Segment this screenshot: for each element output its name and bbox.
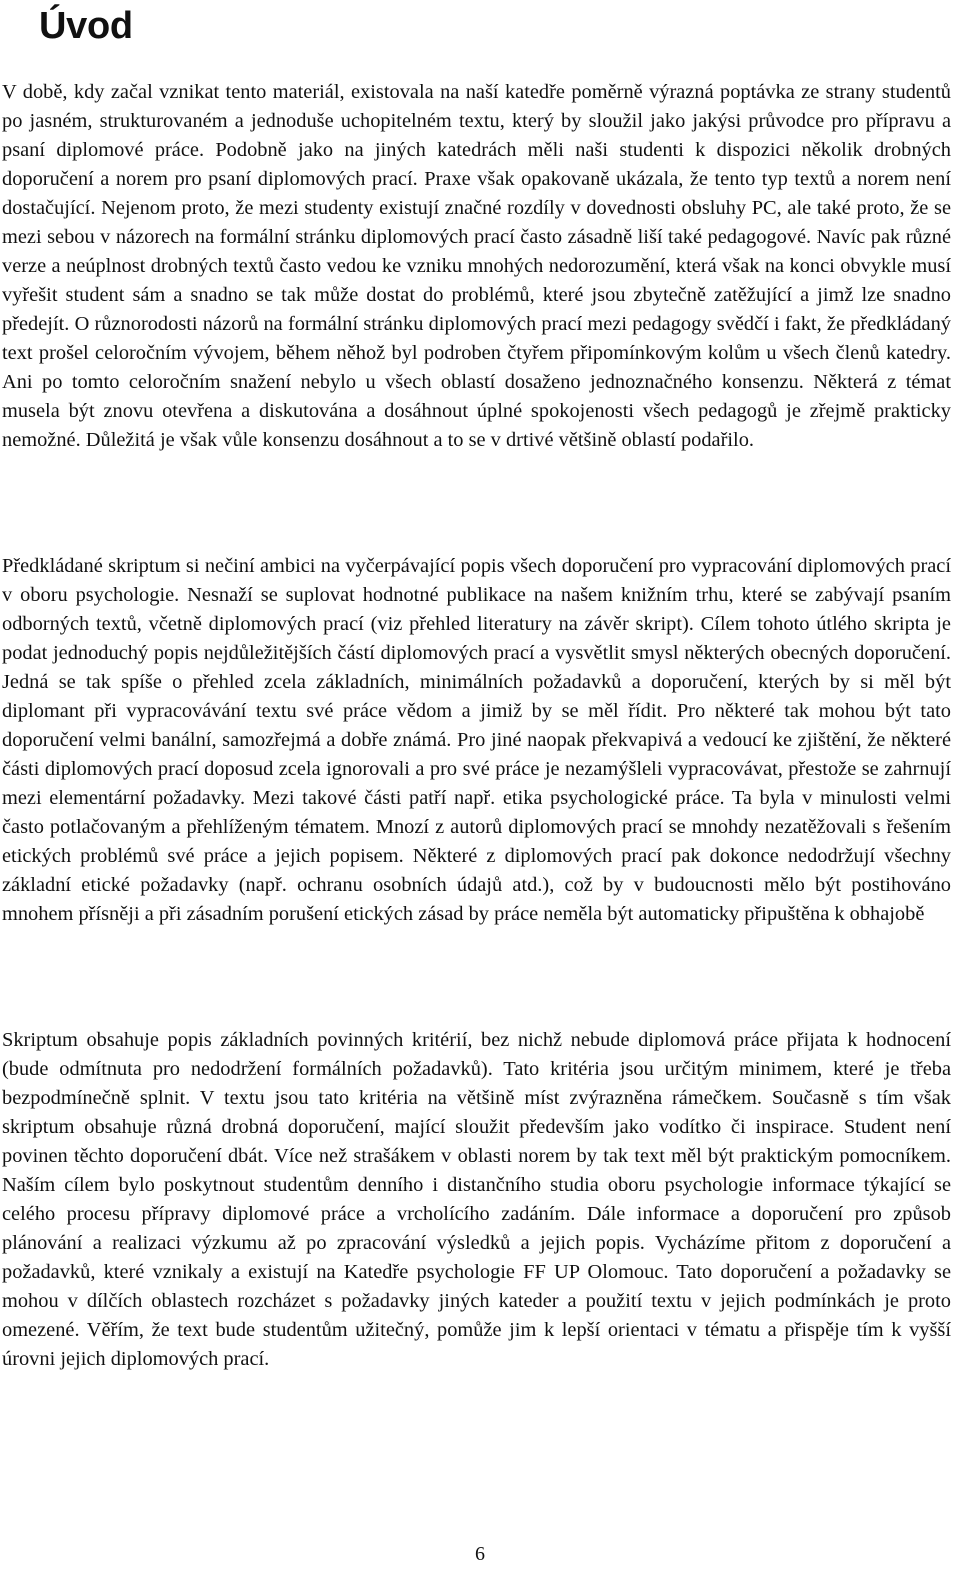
page-number: 6 bbox=[475, 1543, 485, 1565]
paragraph: Skriptum obsahuje popis základních povinných kritérií, bez nichž nebude diplomová práce přijata k hodnocení (bude odmítnuta pro nedodržení formálních požadavků). Tato kritéria jsou určitým minimem, které je třeba bezpodmínečně splnit. V textu jsou tato kritéria na většině míst zvýrazněna rámečkem. Současně s tím však skriptum obsahuje různá drobná doporučení, mající sloužit především jako vodítko či inspirace. Student není povinen těchto doporučení dbát. Více než strašákem v oblasti norem by tak text měl být praktickým pomocníkem. Naším cílem bylo poskytnout studentům denního i distančního studia oboru psychologie informace týkající se celého procesu přípravy diplomové práce a vrcholícího zadáním. Dále informace a doporučení pro způsob plánování a realizaci výzkumu až po zpracování výsledků a jejich popis. Vycházíme přitom z doporučení a požadavků, které vznikaly a existují na Katedře psychologie FF UP Olomouc. Tato doporučení a požadavky se mohou v dílčích oblastech rozcházet s požadavky jiných kateder a použití textu v jejich podmínkách je proto omezené. Věřím, že text bude studentům užitečný, pomůže jim k lepší orientaci v tématu a přispěje tím k vyšší úrovni jejich diplomových prací. bbox=[2, 1029, 951, 1370]
section-heading: Úvod bbox=[39, 5, 133, 47]
paragraph: Předkládané skriptum si nečiní ambici na vyčerpávající popis všech doporučení pro vypracování diplomových prací v oboru psychologie. Nesnaží se suplovat hodnotné publikace na našem knižním trhu, které se zabývají psaním odborných textů, včetně diplomových prací (viz přehled literatury na závěr skript). Cílem tohoto útlého skripta je podat jednoduchý popis nejdůležitějších částí diplomových prací a vysvětlit smysl některých obecných doporučení. Jedná se tak spíše o přehled zcela základních, minimálních požadavků a doporučení, kterých by si měl být diplomant při vypracovávání textu své práce vědom a jimiž by se měl řídit. Pro některé tak mohou být tato doporučení velmi banální, samozřejmá a dobře známá. Pro jiné naopak překvapivá a vedoucí ke zjištění, že některé části diplomových prací doposud zcela ignorovali a pro své práce je nezamýšleli vypracovávat, přestože se zahrnují mezi elementární požadavky. Mezi takové části patří např. etika psychologické práce. Ta byla v minulosti velmi často potlačovaným a přehlíženým tématem. Mnozí z autorů diplomových prací se mnohdy nezatěžovali s řešením etických problémů své práce a jejich popisem. Některé z diplomových prací pak dokonce nedodržují všechny základní etické požadavky (např. ochranu osobních údajů atd.), což by v budoucnosti mělo být postihováno mnohem přísněji a při zásadním porušení etických zásad by práce neměla být automaticky připuštěna k obhajobě bbox=[2, 555, 951, 925]
paragraph: V době, kdy začal vznikat tento materiál, existovala na naší katedře poměrně výrazná poptávka ze strany studentů po jasném, strukturovaném a jednoduše uchopitelném textu, který by sloužil jako jakýsi průvodce pro přípravu a psaní diplomové práce. Podobně jako na jiných katedrách měli naši studenti k dispozici několik drobných doporučení a norem pro psaní diplomových prací. Praxe však opakovaně ukázala, že tento typ textů a norem není dostačující. Nejenom proto, že mezi studenty existují značné rozdíly v dovednosti obsluhy PC, ale také proto, že se mezi sebou v názorech na formální stránku diplomových prací často zásadně liší také pedagogové. Navíc pak různé verze a neúplnost drobných textů často vedou ke vzniku mnohých nedorozumění, která však na konci obvykle musí vyřešit student sám a snadno se tak může dostat do problémů, které jsou zbytečně zatěžující a jimž lze snadno předejít. O různorodosti názorů na formální stránku diplomových prací mezi pedagogy svědčí i fakt, že předkládaný text prošel celoročním vývojem, během něhož byl podroben čtyřem připomínkovým kolům u všech členů katedry. Ani po tomto celoročním snažení nebylo u všech oblastí dosaženo jednoznačného konsenzu. Některá z témat musela být znovu otevřena a diskutována a dosáhnout úplné spokojenosti všech pedagogů je zřejmě prakticky nemožné. Důležitá je však vůle konsenzu dosáhnout a to se v drtivé většině oblastí podařilo. bbox=[2, 81, 951, 451]
